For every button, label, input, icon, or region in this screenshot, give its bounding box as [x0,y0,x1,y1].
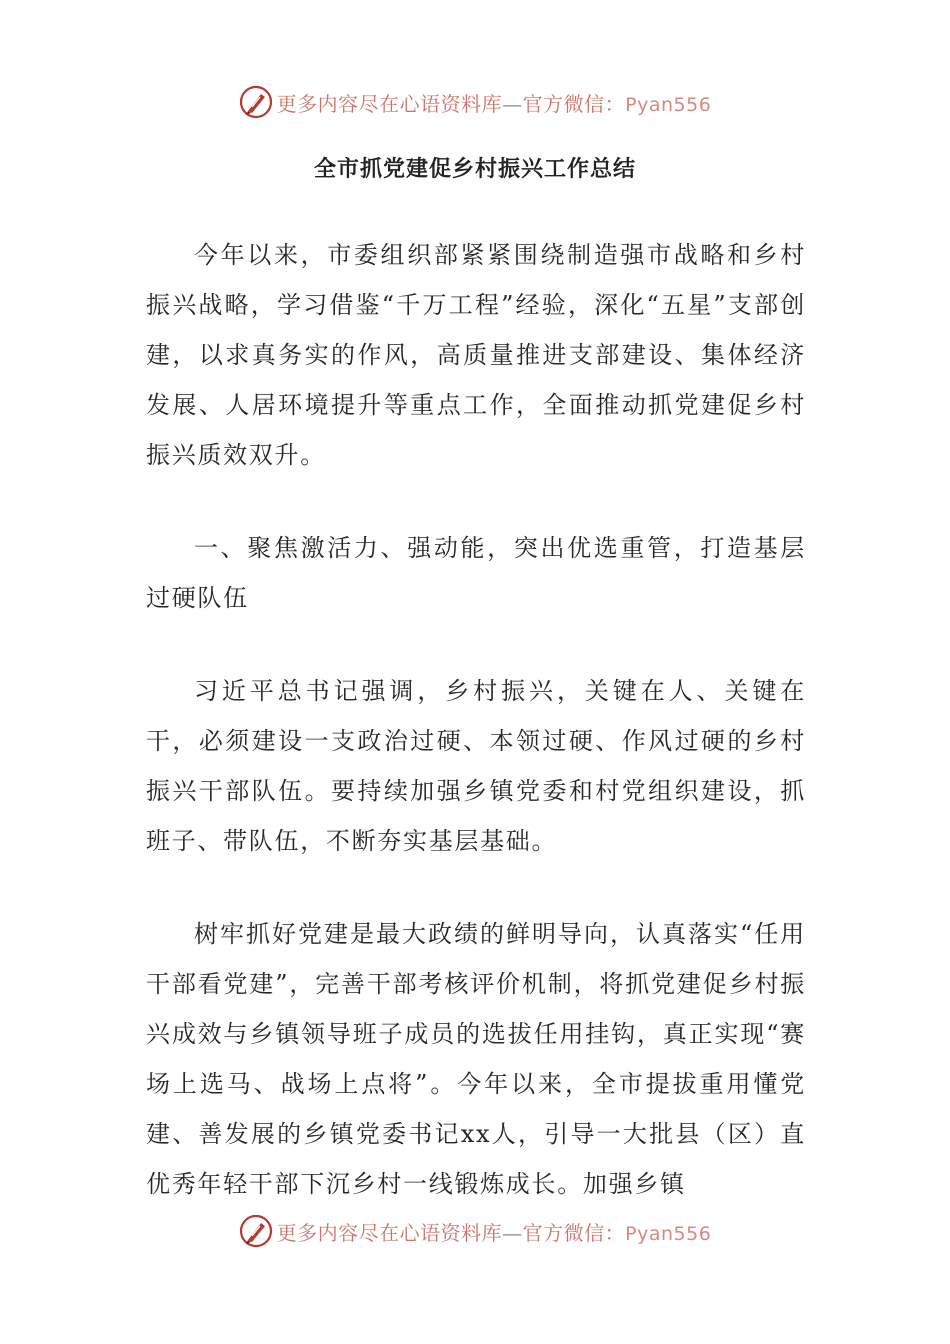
paragraph-detail: 树牢抓好党建是最大政绩的鲜明导向，认真落实“任用干部看党建”，完善干部考核评价机制，将抓党建促乡村振兴成效与乡镇领导班子成员的选拔任用挂钩，真正实现“赛场上选马、战场上点将”。今年以来，全市提拔重用懂党建、善发展的乡镇党委书记xx人，引导一大批县（区）直优秀年轻干部下沉乡村一线锻炼成长。加强乡镇 [146,920,806,1198]
footer-watermark-banner [0,1211,950,1251]
header-watermark-banner [0,82,950,122]
banner-text: 更多内容尽在心语资料库 [276,1220,503,1245]
section-heading-1: 一、聚焦激活力、强动能，突出优选重管，打造基层过硬队伍 [146,534,806,612]
pen-nib-logo-icon [239,85,273,119]
paragraph-quote: 习近平总书记强调，乡村振兴，关键在人、关键在干，必须建设一支政治过硬、本领过硬、作风过硬的乡村振兴干部队伍。要持续加强乡镇党委和村党组织建设，抓班子、带队伍，不断夯实基层基础。 [146,677,806,855]
banner-text: 更多内容尽在心语资料库 [276,91,503,116]
banner-suffix: 官方微信： [522,1220,626,1245]
document-body [146,230,806,1252]
banner-separator: — [502,1220,523,1245]
pen-nib-logo-icon [239,1214,273,1248]
banner-separator: — [502,91,523,116]
document-title: 全市抓党建促乡村振兴工作总结 [313,157,636,182]
banner-suffix: 官方微信： [522,91,626,116]
paragraph-intro: 今年以来，市委组织部紧紧围绕制造强市战略和乡村振兴战略，学习借鉴“千万工程”经验，深化“五星”支部创建，以求真务实的作风，高质量推进支部建设、集体经济发展、人居环境提升等重点工作，全面推动抓党建促乡村振兴质效双升。 [146,241,806,469]
banner-wechat-id: Pyan556 [625,1222,712,1245]
banner-wechat-id: Pyan556 [625,93,712,116]
